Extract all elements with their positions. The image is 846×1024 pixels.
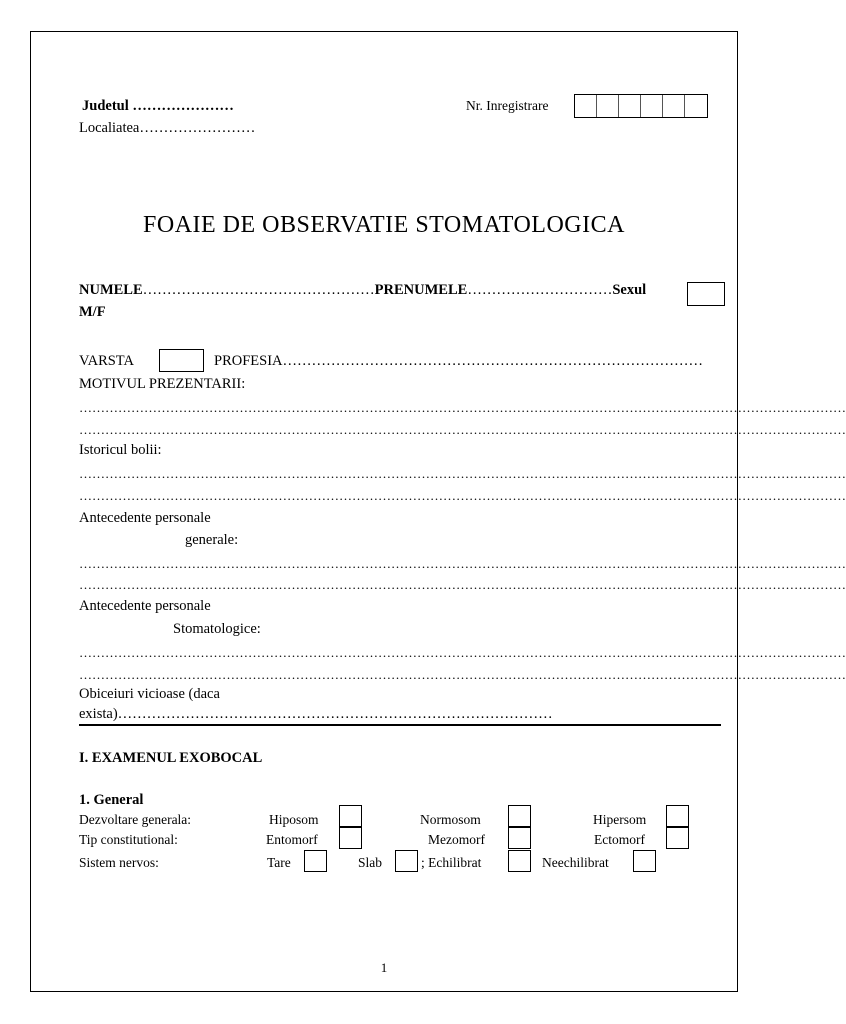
nr-box[interactable] — [663, 95, 685, 117]
mf-label: M/F — [79, 304, 106, 320]
profesia-dots: …………………………………………………………………………… — [282, 353, 703, 369]
antecedente-generale-label: Antecedente personale — [79, 510, 211, 526]
prenumele-label: PRENUMELE — [374, 282, 468, 298]
dotted-line: …………………………………………………………………………………………………………………………………………………………… — [79, 556, 846, 571]
nr-box[interactable] — [685, 95, 707, 117]
nr-inregistrare-label: Nr. Inregistrare — [466, 98, 549, 113]
tip-constitutional-label: Tip constitutional: — [79, 832, 178, 847]
dotted-line: …………………………………………………………………………………………………………………………………………………………… — [79, 488, 846, 503]
neechilibrat-label: Neechilibrat — [542, 855, 609, 870]
mezomorf-checkbox[interactable] — [508, 827, 531, 849]
ectomorf-checkbox[interactable] — [666, 827, 689, 849]
page-title: FOAIE DE OBSERVATIE STOMATOLOGICA — [143, 212, 625, 238]
antecedente-stomatologice-sublabel: Stomatologice: — [173, 621, 261, 637]
antecedente-generale-sublabel: generale: — [185, 532, 239, 548]
tare-checkbox[interactable] — [304, 850, 327, 872]
nr-box[interactable] — [619, 95, 641, 117]
mezomorf-label: Mezomorf — [428, 832, 485, 847]
sistem-nervos-label: Sistem nervos: — [79, 855, 159, 870]
hipersom-checkbox[interactable] — [666, 805, 689, 827]
entomorf-checkbox[interactable] — [339, 827, 362, 849]
normosom-label: Normosom — [420, 812, 481, 827]
hiposom-checkbox[interactable] — [339, 805, 362, 827]
nr-box[interactable] — [575, 95, 597, 117]
antecedente-stomatologice-label: Antecedente personale — [79, 598, 211, 614]
numele-dots: ………………………………………… — [142, 282, 375, 298]
echilibrat-checkbox[interactable] — [508, 850, 531, 872]
hipersom-label: Hipersom — [593, 812, 647, 827]
ectomorf-label: Ectomorf — [594, 832, 645, 847]
dotted-line: …………………………………………………………………………………………………………………………………………………………… — [79, 667, 846, 682]
nr-inregistrare-boxes[interactable] — [574, 94, 708, 118]
motivul-label: MOTIVUL PREZENTARII: — [79, 376, 246, 392]
prenumele-dots: ………………………… — [467, 282, 613, 298]
neechilibrat-checkbox[interactable] — [633, 850, 656, 872]
varsta-label: VARSTA — [79, 353, 134, 369]
normosom-checkbox[interactable] — [508, 805, 531, 827]
dotted-line: …………………………………………………………………………………………………………………………………………………………… — [79, 400, 846, 415]
entomorf-label: Entomorf — [266, 832, 318, 847]
sexul-label: Sexul — [612, 282, 647, 298]
general-heading: 1. General — [79, 792, 144, 808]
dezvoltare-label: Dezvoltare generala: — [79, 812, 192, 827]
obiceiuri-label: Obiceiuri vicioase (daca — [79, 686, 220, 702]
profesia-label: PROFESIA — [214, 353, 283, 369]
dotted-line: …………………………………………………………………………………………………………………………………………………………… — [79, 422, 846, 437]
nr-box[interactable] — [641, 95, 663, 117]
numele-label: NUMELE — [79, 282, 143, 298]
examen-heading: I. EXAMENUL EXOBOCAL — [79, 750, 263, 766]
istoricul-label: Istoricul bolii: — [79, 442, 162, 458]
varsta-box[interactable] — [159, 349, 204, 372]
section-divider — [79, 724, 721, 726]
nr-box[interactable] — [597, 95, 619, 117]
slab-checkbox[interactable] — [395, 850, 418, 872]
sexul-box[interactable] — [687, 282, 725, 306]
localitatea-field: Localiatea…………………… — [79, 120, 256, 136]
obiceiuri-sublabel: exista)……………………………………………………………………………… — [79, 706, 553, 722]
page-number: 1 — [380, 960, 388, 975]
profesia-row — [214, 353, 703, 370]
tare-label: Tare — [267, 855, 291, 870]
dotted-line: …………………………………………………………………………………………………………………………………………………………… — [79, 466, 846, 481]
dotted-line: …………………………………………………………………………………………………………………………………………………………… — [79, 577, 846, 592]
slab-label: Slab — [358, 855, 383, 870]
judetul-field: Judetul ………………… — [82, 98, 234, 114]
dotted-line: …………………………………………………………………………………………………………………………………………………………… — [79, 645, 846, 660]
echilibrat-label: ; Echilibrat — [421, 855, 482, 870]
numele-row — [79, 282, 646, 299]
hiposom-label: Hiposom — [269, 812, 319, 827]
